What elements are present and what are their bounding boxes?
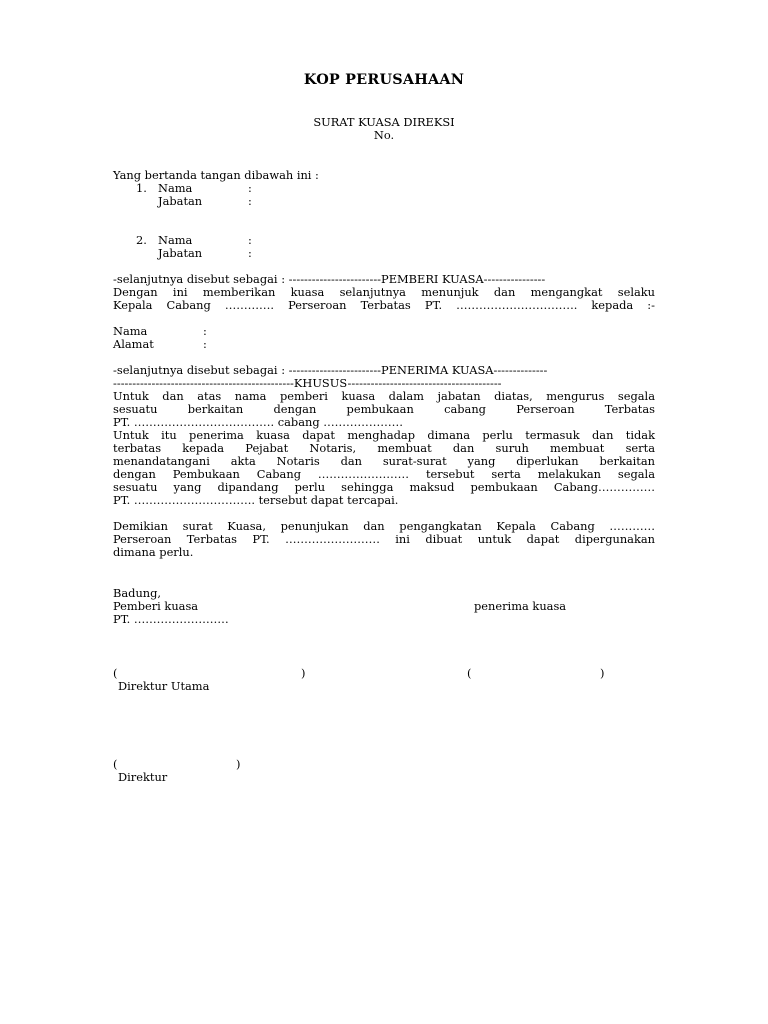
body2-line-2: sesuatu berkaitan dengan pembukaan cabang Perseroan Terbatas [113,402,655,416]
closing-line-1: Demikian surat Kuasa, penunjukan dan pengangkatan Kepala Cabang ………… [113,519,655,533]
intro-text: Yang bertanda tangan dibawah ini : [113,168,319,182]
document-number: No. [373,128,395,142]
sign-paren-open-1: ( [113,666,118,680]
grantor-2-number: 2. [136,233,147,247]
direktur-utama-label: Direktur Utama [118,679,210,693]
closing-line-2: Perseroan Terbatas PT. ……………………. ini dibuat untuk dapat dipergunakan [113,532,655,546]
signature-place: Badung, [113,586,162,600]
body2-line-4: Untuk itu penerima kuasa dapat menghadap dimana perlu termasuk dan tidak [113,428,655,442]
grantee-nama-label: Nama [113,324,148,338]
body2-line-8: sesuatu yang dipandang perlu sehingga maksud pembukaan Cabang…………… [113,480,655,494]
body2-line-7: dengan Pembukaan Cabang …………………… tersebut serta melakukan segala [113,467,655,481]
grantor-2-nama-label: Nama [158,233,193,247]
grantor-1-nama-colon: : [248,181,252,195]
sign-paren-open-3: ( [113,757,118,771]
body1-line-1: Dengan ini memberikan kuasa selanjutnya menunjuk dan mengangkat selaku [113,285,655,299]
grantee-alamat-label: Alamat [113,337,154,351]
grantee-alamat-colon: : [203,337,207,351]
grantor-1-jabatan-colon: : [248,194,252,208]
body2-line-5: terbatas kepada Pejabat Notaris, membuat dan suruh membuat serta [113,441,655,455]
sign-paren-close-1: ) [301,666,306,680]
pt-line: PT. ……………………. [113,612,229,626]
grantor-1-nama-label: Nama [158,181,193,195]
body2-line-6: menandatangani akta Notaris dan surat-surat yang diperlukan berkaitan [113,454,655,468]
grantee-nama-colon: : [203,324,207,338]
sign-paren-open-2: ( [467,666,472,680]
penerima-kuasa-label: penerima kuasa [474,599,567,613]
closing-line-3: dimana perlu. [113,545,194,559]
penerima-kuasa-line: -selanjutnya disebut sebagai : ------------------------PENERIMA KUASA-------------- [113,364,548,377]
company-letterhead: KOP PERUSAHAAN [303,71,465,88]
khusus-line: -----------------------------------------------KHUSUS---------------------------------------- [113,377,502,390]
sign-paren-close-2: ) [600,666,605,680]
grantor-2-jabatan-label: Jabatan [158,246,203,260]
body2-line-1: Untuk dan atas nama pemberi kuasa dalam jabatan diatas, mengurus segala [113,389,655,403]
body1-line-2: Kepala Cabang …………. Perseroan Terbatas PT. ………………………….. kepada :- [113,298,655,312]
grantor-1-number: 1. [136,181,147,195]
pemberi-kuasa-label: Pemberi kuasa [113,599,199,613]
grantor-1-jabatan-label: Jabatan [158,194,203,208]
pemberi-kuasa-line: -selanjutnya disebut sebagai : ------------------------PEMBERI KUASA---------------- [113,273,546,286]
body2-line-9: PT. ………………………….. tersebut dapat tercapai. [113,493,399,507]
document-title: SURAT KUASA DIREKSI [313,115,455,129]
grantor-2-jabatan-colon: : [248,246,252,260]
sign-paren-close-3: ) [236,757,241,771]
grantor-2-nama-colon: : [248,233,252,247]
direktur-label: Direktur [118,770,168,784]
body2-line-3: PT. ………………………………. cabang ………………… [113,415,403,429]
